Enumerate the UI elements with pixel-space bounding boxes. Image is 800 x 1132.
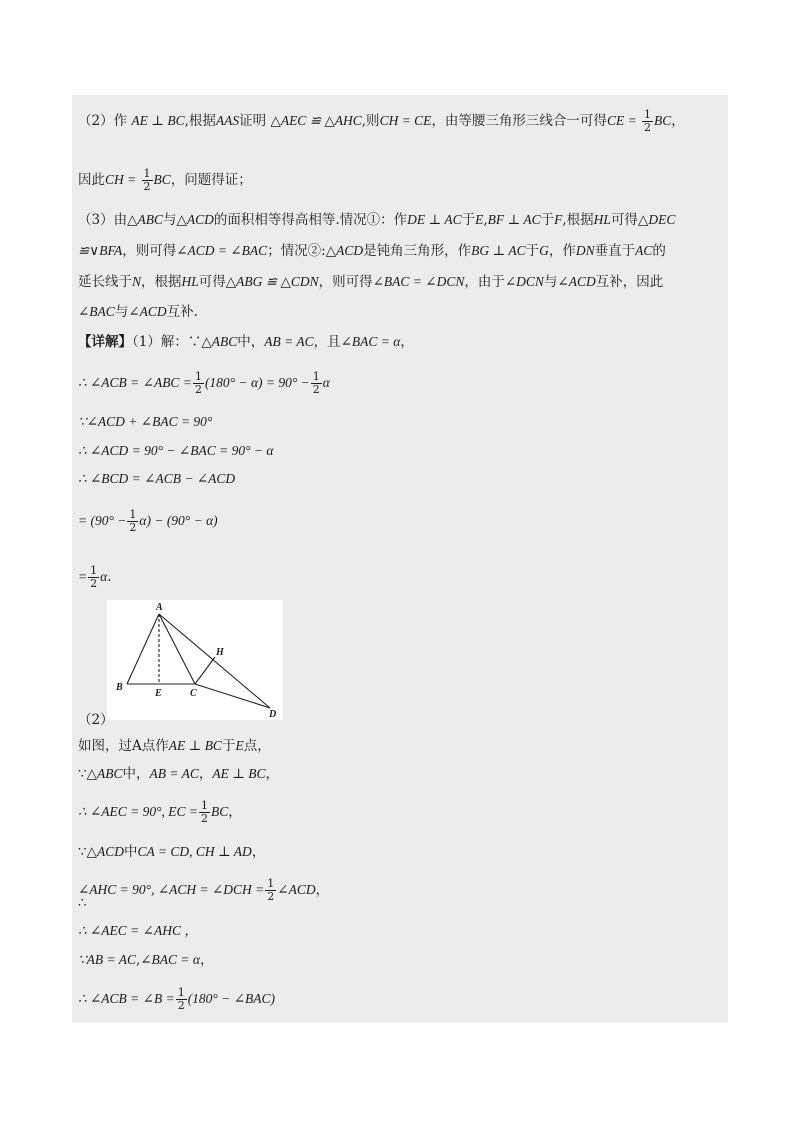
proof-line-3: ∴ ∠AEC = 90°, EC = $\frac{1}{2}$ BC， — [78, 799, 242, 825]
part3-line-3: 延长线于N，根据HL可得△ABG ≌ △CDN，则可得∠BAC = ∠DCN，由于∠DCN与∠ACD互补，因此 — [78, 274, 664, 290]
text: （2）作 — [78, 113, 128, 129]
geometry-figure — [107, 600, 283, 720]
text: ，由等腰三角形三线合一可得 — [431, 113, 607, 129]
text: 因此 — [78, 172, 105, 188]
segment-ab — [127, 614, 159, 684]
label-a: A — [156, 602, 163, 613]
part3-line-2: ≌∨BFA，则可得∠ACD = ∠BAC；情况②:△ACD是钝角三角形，作BG ⊥ AC于G，作DN垂直于AC的 — [78, 243, 666, 259]
text: ，问题得证； — [170, 172, 252, 188]
proof-line-1: 如图，过A点作AE ⊥ BC于E点， — [78, 738, 271, 754]
part3-line-4: ∠BAC与∠ACD互补. — [78, 304, 198, 320]
text: ,则 — [361, 113, 380, 129]
proof-line-7: ∵AB = AC,∠BAC = α， — [78, 952, 214, 968]
proof-line-6: ∴ ∠AEC = ∠AHC ， — [78, 923, 198, 938]
triangle-diagram — [107, 600, 283, 720]
proof-line-4: ∵△ACD中CA = CD, CH ⊥ AD， — [78, 844, 266, 860]
label-c: C — [190, 688, 197, 699]
part2-summary-line — [78, 109, 685, 134]
detail-line-7: = $\frac{1}{2}$ α. — [78, 564, 112, 590]
math: AAS — [215, 113, 240, 128]
part2-conclusion-line — [78, 168, 252, 193]
label-d: D — [269, 709, 277, 720]
fraction: $\frac{1}{2}$ — [143, 167, 151, 193]
part3-line-1: （3）由△ABC与△ACD的面积相等得高相等.情况①：作DE ⊥ AC于E,BF ⊥ AC于F,根据HL可得△DEC — [78, 212, 676, 228]
proof-line-2: ∵△ABC中，AB = AC，AE ⊥ BC， — [78, 766, 280, 782]
segment-ac — [159, 614, 195, 684]
math: BC — [153, 172, 171, 187]
detail-line-1: 【详解】（1）解：∵△ABC中，AB = AC，且∠BAC = α， — [78, 334, 414, 350]
detail-line-2: ∴ ∠ACB = ∠ABC = $\frac{1}{2}$ (180° − α) = 90° − $\frac{1}{2}$ α — [78, 370, 330, 396]
math: △AEC ≌ △AHC — [270, 113, 362, 128]
math: CH = CE — [379, 113, 432, 128]
proof-line-5: ∠AHC = 90°, ∠ACH = ∠DCH = $\frac{1}{2}$ ∠ACD， — [78, 877, 330, 903]
text: ,根据 — [184, 113, 216, 129]
segment-ad — [159, 614, 270, 708]
segment-cd — [195, 684, 270, 708]
math: CH = — [105, 172, 137, 187]
label-e: E — [155, 688, 162, 699]
proof-line-5-therefore: ∴ — [78, 895, 87, 911]
math: CE = — [606, 113, 637, 128]
detail-line-3: ∵∠ACD + ∠BAC = 90° — [78, 414, 213, 429]
label-b: B — [116, 682, 123, 693]
detail-line-5: ∴ ∠BCD = ∠ACB − ∠ACD — [78, 471, 236, 486]
proof-line-8: ∴ ∠ACB = ∠B = $\frac{1}{2}$ (180° − ∠BAC) — [78, 986, 275, 1012]
detail-line-6: = (90° − $\frac{1}{2}$ α) − (90° − α) — [78, 508, 218, 534]
detail-line-4: ∴ ∠ACD = 90° − ∠BAC = 90° − α — [78, 443, 274, 458]
text: 证明 — [239, 113, 267, 129]
math: AE ⊥ BC — [131, 113, 185, 128]
fraction: $\frac{1}{2}$ — [643, 108, 651, 134]
segment-ch — [195, 657, 215, 684]
math: BC — [653, 113, 672, 128]
figure-caption: （2） — [78, 712, 114, 728]
text: ， — [671, 113, 685, 129]
detail-heading: 【详解】 — [78, 334, 132, 350]
label-h: H — [216, 647, 224, 658]
